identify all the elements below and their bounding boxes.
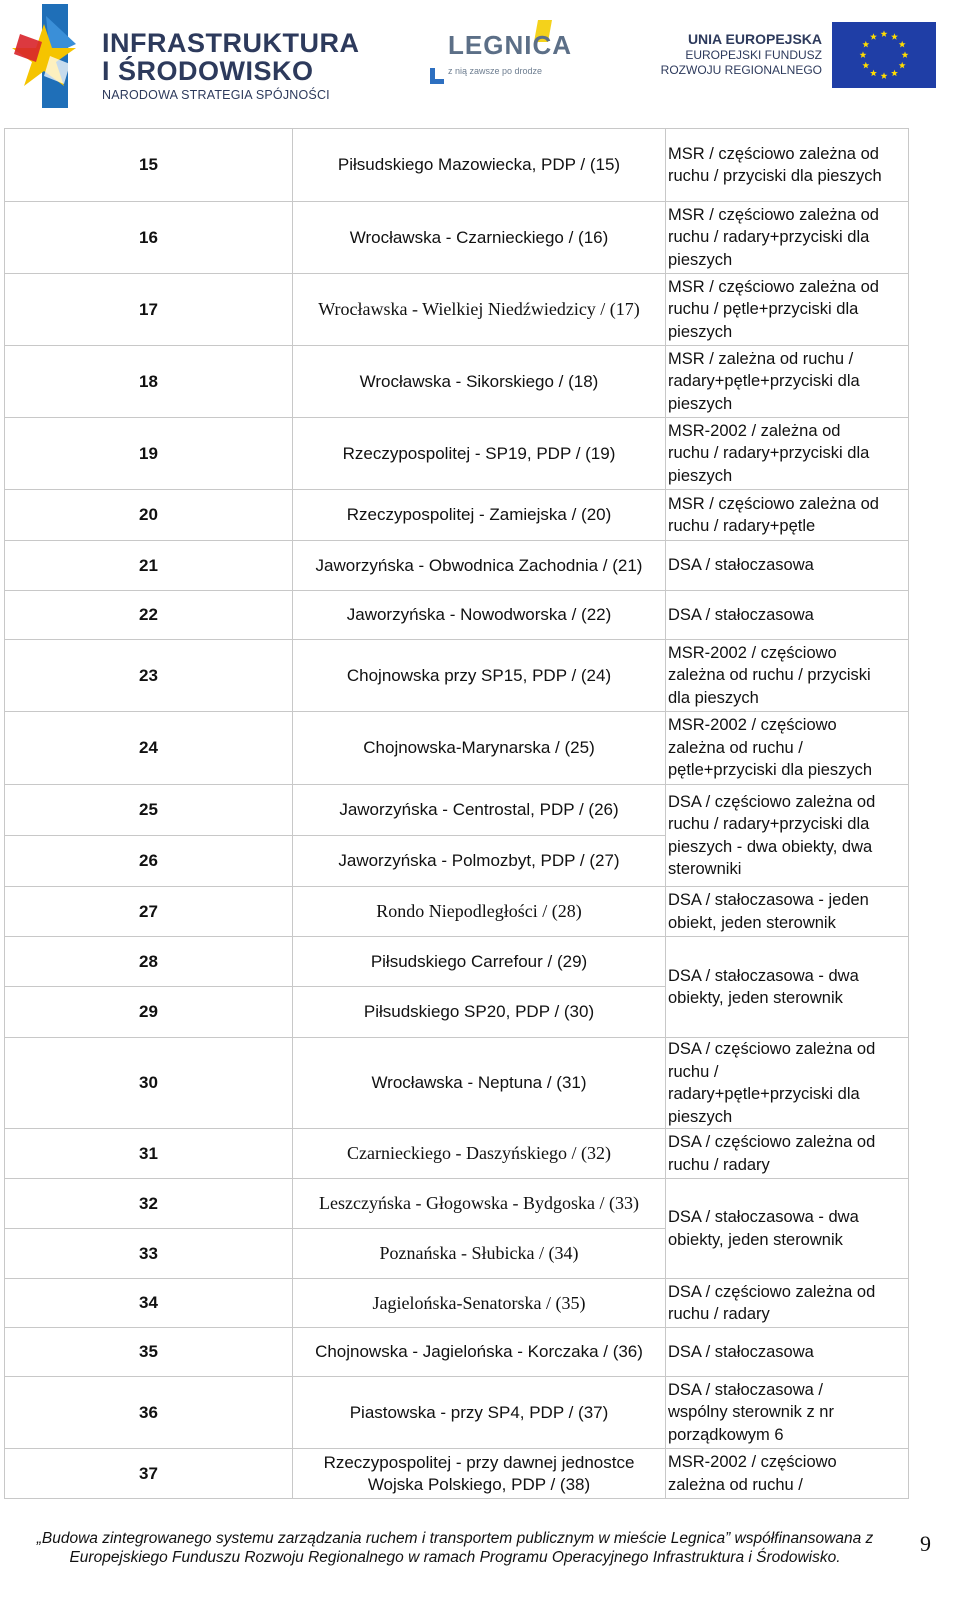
desc-line: MSR-2002 / częściowo bbox=[668, 716, 837, 735]
desc-line: MSR / zależna od ruchu / bbox=[668, 349, 854, 368]
row-location: Jaworzyńska - Obwodnica Zachodnia / (21) bbox=[293, 541, 666, 591]
row-location: Rondo Niepodległości / (28) bbox=[293, 887, 666, 937]
desc-line: ruchu / radary+przyciski dla bbox=[668, 815, 870, 833]
traffic-signal-table bbox=[4, 128, 909, 1499]
row-description bbox=[666, 490, 909, 541]
table-row bbox=[5, 591, 909, 640]
table-row bbox=[5, 1449, 909, 1499]
desc-line: DSA / stałoczasowa - dwa bbox=[668, 1208, 859, 1226]
table-row bbox=[5, 640, 909, 712]
row-number: 32 bbox=[5, 1179, 293, 1229]
footer-line2: Europejskiego Funduszu Rozwoju Regionalnego w ramach Programu Operacyjnego Infrastruktura i Środowisko. bbox=[69, 1549, 841, 1566]
desc-line: zależna od ruchu / bbox=[668, 1475, 803, 1494]
row-number: 23 bbox=[5, 640, 293, 712]
desc-line: obiekt, jeden sterownik bbox=[668, 913, 836, 932]
page-header bbox=[0, 0, 960, 118]
table-row bbox=[5, 1279, 909, 1328]
row-number: 25 bbox=[5, 785, 293, 836]
row-number: 17 bbox=[5, 274, 293, 346]
desc-line: sterowniki bbox=[668, 860, 742, 878]
row-number: 37 bbox=[5, 1449, 293, 1499]
row-location: Wrocławska - Sikorskiego / (18) bbox=[293, 346, 666, 418]
location-line: Wojska Polskiego, PDP / (38) bbox=[367, 1474, 591, 1494]
table-row bbox=[5, 274, 909, 346]
footer-caption bbox=[10, 1529, 900, 1567]
row-description bbox=[666, 1279, 909, 1328]
eu-wordmark bbox=[650, 30, 822, 78]
row-number: 18 bbox=[5, 346, 293, 418]
row-number: 29 bbox=[5, 987, 293, 1038]
eu-line3: ROZWOJU REGIONALNEGO bbox=[660, 63, 822, 77]
row-location: Chojnowska - Jagielońska - Korczaka / (36) bbox=[293, 1328, 666, 1377]
table-row bbox=[5, 1377, 909, 1449]
legnica-wordmark: LEGNICA bbox=[448, 30, 572, 60]
eu-line1: UNIA EUROPEJSKA bbox=[687, 31, 822, 47]
desc-line: radary+pętle+przyciski dla bbox=[668, 1085, 860, 1103]
desc-line: pieszych bbox=[668, 394, 733, 413]
table-row bbox=[5, 346, 909, 418]
desc-line: MSR / częściowo zależna od bbox=[668, 205, 879, 224]
row-description bbox=[666, 202, 909, 274]
row-description bbox=[666, 887, 909, 937]
desc-line: radary+pętle+przyciski dla bbox=[668, 372, 860, 391]
table-row bbox=[5, 712, 909, 785]
row-number: 16 bbox=[5, 202, 293, 274]
page-footer bbox=[0, 1528, 960, 1588]
row-description bbox=[666, 1129, 909, 1179]
desc-line: ruchu / bbox=[668, 1062, 719, 1081]
row-number: 30 bbox=[5, 1038, 293, 1129]
row-description bbox=[666, 712, 909, 785]
table-row bbox=[5, 785, 909, 836]
legnica-tagline: z nią zawsze po drodze bbox=[448, 66, 543, 76]
row-number: 34 bbox=[5, 1279, 293, 1328]
row-number: 31 bbox=[5, 1129, 293, 1179]
legnica-logo bbox=[430, 18, 570, 90]
row-location: Piłsudskiego Mazowiecka, PDP / (15) bbox=[293, 129, 666, 202]
footer-line1: „Budowa zintegrowanego systemu zarządzania ruchem i transportem publicznym w mieście Legnica” współfinansowana z bbox=[36, 1530, 874, 1547]
row-number: 19 bbox=[5, 418, 293, 490]
row-description bbox=[666, 346, 909, 418]
infra-line2: I ŚRODOWISKO bbox=[102, 56, 314, 86]
row-location: Rzeczypospolitej - Zamiejska / (20) bbox=[293, 490, 666, 541]
row-location: Piłsudskiego Carrefour / (29) bbox=[293, 937, 666, 987]
desc-line: dla pieszych bbox=[668, 688, 759, 707]
row-location: Jaworzyńska - Centrostal, PDP / (26) bbox=[293, 785, 666, 836]
desc-line: obiekty, jeden sterownik bbox=[668, 989, 843, 1007]
table-row bbox=[5, 937, 909, 987]
row-number: 27 bbox=[5, 887, 293, 937]
row-description bbox=[666, 640, 909, 712]
row-number: 35 bbox=[5, 1328, 293, 1377]
table-row bbox=[5, 541, 909, 591]
infra-line3: NARODOWA STRATEGIA SPÓJNOŚCI bbox=[102, 88, 330, 102]
eu-logo bbox=[650, 22, 956, 92]
desc-line: DSA / częściowo zależna od bbox=[668, 1282, 876, 1301]
desc-line: MSR / częściowo zależna od bbox=[668, 494, 879, 513]
desc-line: ruchu / radary+pętle bbox=[668, 517, 816, 535]
table-row bbox=[5, 490, 909, 541]
eu-flag-icon bbox=[832, 22, 936, 88]
desc-line: obiekty, jeden sterownik bbox=[668, 1230, 843, 1249]
row-location: Piłsudskiego SP20, PDP / (30) bbox=[293, 987, 666, 1038]
desc-line: DSA / częściowo zależna od bbox=[668, 1040, 876, 1058]
eu-line2: EUROPEJSKI FUNDUSZ bbox=[685, 48, 822, 62]
row-description bbox=[666, 1377, 909, 1449]
desc-line: DSA / częściowo zależna od bbox=[668, 792, 876, 811]
location-line: Rzeczypospolitej - przy dawnej jednostce bbox=[323, 1452, 635, 1472]
desc-line: ruchu / radary bbox=[668, 1305, 770, 1323]
desc-line: porządkowym 6 bbox=[668, 1425, 784, 1444]
desc-line: pieszych bbox=[668, 322, 733, 341]
desc-line: DSA / stałoczasowa - jeden bbox=[668, 891, 869, 909]
desc-line: DSA / stałoczasowa - dwa bbox=[668, 966, 859, 985]
desc-line: zależna od ruchu / przyciski bbox=[668, 666, 871, 685]
row-location: Wrocławska - Czarnieckiego / (16) bbox=[293, 202, 666, 274]
row-number: 28 bbox=[5, 937, 293, 987]
desc-line: pieszych - dwa obiekty, dwa bbox=[668, 837, 873, 856]
row-description bbox=[666, 1449, 909, 1499]
desc-line: DSA / stałoczasowa bbox=[668, 1342, 814, 1361]
infra-line1: INFRASTRUKTURA bbox=[102, 28, 360, 58]
table-row bbox=[5, 129, 909, 202]
desc-line: MSR / częściowo zależna od bbox=[668, 144, 879, 163]
row-location bbox=[293, 1449, 666, 1499]
table-row bbox=[5, 1179, 909, 1229]
table-row bbox=[5, 1328, 909, 1377]
desc-line: zależna od ruchu / bbox=[668, 738, 803, 757]
desc-line: DSA / stałoczasowa / bbox=[668, 1380, 823, 1399]
row-location: Rzeczypospolitej - SP19, PDP / (19) bbox=[293, 418, 666, 490]
row-description bbox=[666, 1328, 909, 1377]
table-row bbox=[5, 1038, 909, 1129]
row-location: Chojnowska-Marynarska / (25) bbox=[293, 712, 666, 785]
row-location: Poznańska - Słubicka / (34) bbox=[293, 1229, 666, 1279]
desc-line: DSA / stałoczasowa bbox=[668, 556, 814, 575]
row-number: 33 bbox=[5, 1229, 293, 1279]
table-row bbox=[5, 887, 909, 937]
table-row bbox=[5, 418, 909, 490]
row-description bbox=[666, 274, 909, 346]
row-number: 22 bbox=[5, 591, 293, 640]
row-description bbox=[666, 591, 909, 640]
table-row bbox=[5, 202, 909, 274]
desc-line: pieszych bbox=[668, 466, 733, 485]
star-emblem-icon bbox=[6, 4, 98, 108]
row-description bbox=[666, 785, 909, 887]
desc-line: ruchu / pętle+przyciski dla bbox=[668, 300, 859, 319]
desc-line: ruchu / radary bbox=[668, 1155, 770, 1174]
row-description bbox=[666, 129, 909, 202]
row-location: Jaworzyńska - Polmozbyt, PDP / (27) bbox=[293, 836, 666, 887]
desc-line: DSA / częściowo zależna od bbox=[668, 1133, 876, 1151]
page-number: 9 bbox=[920, 1531, 931, 1556]
row-location: Jagielońska-Senatorska / (35) bbox=[293, 1279, 666, 1328]
row-location: Jaworzyńska - Nowodworska / (22) bbox=[293, 591, 666, 640]
desc-line: DSA / stałoczasowa bbox=[668, 605, 814, 624]
row-location: Leszczyńska - Głogowska - Bydgoska / (33) bbox=[293, 1179, 666, 1229]
row-number: 20 bbox=[5, 490, 293, 541]
desc-line: ruchu / radary+przyciski dla bbox=[668, 444, 870, 463]
desc-line: pętle+przyciski dla pieszych bbox=[668, 761, 873, 780]
row-number: 26 bbox=[5, 836, 293, 887]
infrastruktura-srodowisko-logo bbox=[6, 4, 360, 108]
desc-line: MSR / częściowo zależna od bbox=[668, 277, 879, 296]
desc-line: MSR-2002 / częściowo bbox=[668, 643, 837, 662]
row-number: 24 bbox=[5, 712, 293, 785]
row-location: Piastowska - przy SP4, PDP / (37) bbox=[293, 1377, 666, 1449]
row-description bbox=[666, 937, 909, 1038]
desc-line: ruchu / przyciski dla pieszych bbox=[668, 167, 882, 185]
row-description bbox=[666, 1038, 909, 1129]
row-location: Czarnieckiego - Daszyńskiego / (32) bbox=[293, 1129, 666, 1179]
desc-line: pieszych bbox=[668, 1107, 733, 1126]
row-description bbox=[666, 541, 909, 591]
desc-line: MSR-2002 / częściowo bbox=[668, 1453, 837, 1471]
desc-line: ruchu / radary+przyciski dla bbox=[668, 228, 870, 247]
row-number: 15 bbox=[5, 129, 293, 202]
row-number: 21 bbox=[5, 541, 293, 591]
row-location: Wrocławska - Neptuna / (31) bbox=[293, 1038, 666, 1129]
desc-line: wspólny sterownik z nr bbox=[668, 1403, 834, 1422]
desc-line: pieszych bbox=[668, 250, 733, 269]
table-row bbox=[5, 1129, 909, 1179]
desc-line: MSR-2002 / zależna od bbox=[668, 421, 841, 440]
row-description bbox=[666, 1179, 909, 1279]
infrastruktura-wordmark bbox=[102, 30, 359, 104]
row-description bbox=[666, 418, 909, 490]
row-location: Chojnowska przy SP15, PDP / (24) bbox=[293, 640, 666, 712]
row-location: Wrocławska - Wielkiej Niedźwiedzicy / (17) bbox=[293, 274, 666, 346]
row-number: 36 bbox=[5, 1377, 293, 1449]
